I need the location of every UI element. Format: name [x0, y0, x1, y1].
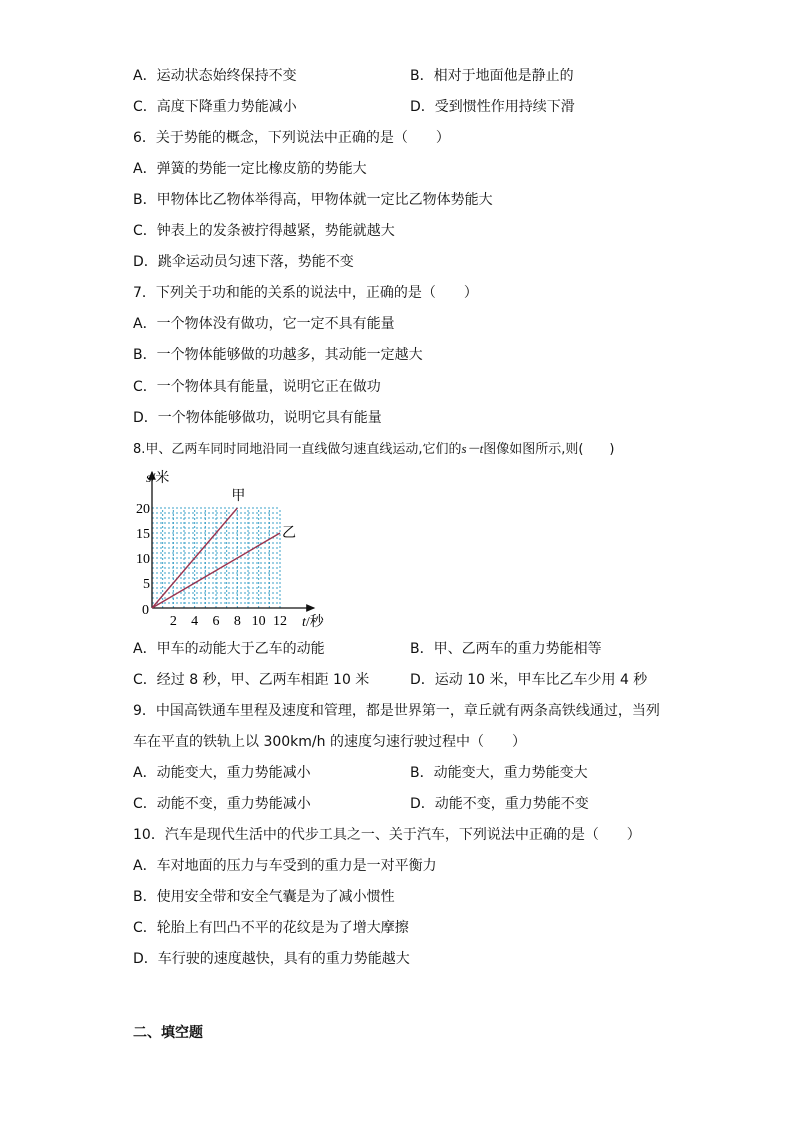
q8-option-a: A．甲车的动能大于乙车的动能	[133, 641, 325, 657]
q8-stem-pre: 8.甲、乙两车同时同地沿同一直线做匀速直线运动,它们的	[133, 442, 462, 457]
x-axis-unit: /秒	[305, 615, 324, 630]
y-axis-var: s	[146, 471, 152, 486]
y-tick-label: 5	[143, 577, 150, 592]
y-tick-label: 10	[136, 552, 150, 567]
q10-option-d: D．车行驶的速度越快，具有的重力势能越大	[133, 951, 410, 967]
q9-option-d: D．动能不变，重力势能不变	[410, 796, 589, 812]
y-axis-label	[146, 469, 169, 486]
grid	[152, 508, 280, 608]
x-tick-label: 8	[233, 614, 241, 629]
q7-option-c: C．一个物体具有能量，说明它正在做功	[133, 379, 381, 395]
q10-option-a: A．车对地面的压力与车受到的重力是一对平衡力	[133, 858, 437, 874]
q5-option-a: A．运动状态始终保持不变	[133, 68, 297, 84]
q10-option-b: B．使用安全带和安全气囊是为了减小惯性	[133, 889, 395, 905]
q7-option-b: B．一个物体能够做的功越多，其动能一定越大	[133, 347, 423, 363]
q9-stem-line2: 车在平直的铁轨上以 300km/h 的速度匀速行驶过程中（ ）	[133, 734, 526, 750]
st-graph	[136, 466, 330, 634]
q8-option-d: D．运动 10 米，甲车比乙车少用 4 秒	[410, 672, 648, 688]
x-tick-label: 2	[169, 614, 177, 629]
x-axis-label	[302, 613, 325, 630]
x-tick-label: 6	[212, 614, 220, 629]
q6-option-c: C．钟表上的发条被拧得越紧，势能就越大	[133, 223, 395, 239]
q10-stem: 10．汽车是现代生活中的代步工具之一、关于汽车，下列说法中正确的是（ ）	[133, 827, 641, 843]
q6-option-b: B．甲物体比乙物体举得高，甲物体就一定比乙物体势能大	[133, 192, 493, 208]
y-tick-label: 20	[136, 502, 150, 517]
q9-option-a: A．动能变大，重力势能减小	[133, 765, 311, 781]
q9-option-c: C．动能不变，重力势能减小	[133, 796, 311, 812]
x-tick-label: 4	[191, 614, 199, 629]
q6-stem: 6．关于势能的概念，下列说法中正确的是（ ）	[133, 130, 450, 146]
q7-option-a: A．一个物体没有做功，它一定不具有能量	[133, 316, 395, 332]
q6-option-a: A．弹簧的势能一定比橡皮筋的势能大	[133, 161, 367, 177]
x-tick-label: 10	[251, 614, 266, 629]
q5-option-c: C．高度下降重力势能减小	[133, 99, 297, 115]
q5-option-d: D．受到惯性作用持续下滑	[410, 99, 575, 115]
y-tick-label: 15	[136, 527, 150, 542]
q8-stem-var: s－t	[461, 441, 484, 456]
q8-option-c: C．经过 8 秒，甲、乙两车相距 10 米	[133, 672, 370, 688]
q9-stem-line1: 9．中国高铁通车里程及速度和管理，都是世界第一，章丘就有两条高铁线通过，当列	[133, 703, 660, 719]
tick-labels	[136, 502, 287, 629]
q7-stem: 7．下列关于功和能的关系的说法中，正确的是（ ）	[133, 285, 478, 301]
series-label: 乙	[282, 526, 296, 541]
y-axis-unit: /米	[151, 471, 170, 486]
q8-stem-post: 图像如图所示,则( )	[483, 442, 615, 457]
q5-option-b: B．相对于地面他是静止的	[410, 68, 574, 84]
q8-stem	[133, 440, 615, 459]
origin-label: 0	[142, 603, 149, 618]
section-heading-fill-in: 二、填空题	[133, 1025, 203, 1041]
q8-option-b: B．甲、乙两车的重力势能相等	[410, 641, 602, 657]
q9-option-b: B．动能变大，重力势能变大	[410, 765, 588, 781]
q10-option-c: C．轮胎上有凹凸不平的花纹是为了增大摩擦	[133, 920, 409, 936]
series-label: 甲	[231, 489, 246, 504]
x-tick-label: 12	[273, 614, 287, 629]
q6-option-d: D．跳伞运动员匀速下落，势能不变	[133, 254, 354, 270]
q7-option-d: D．一个物体能够做功，说明它具有能量	[133, 410, 382, 426]
x-axis-var: t	[302, 615, 306, 630]
series-line-yi	[152, 533, 280, 608]
